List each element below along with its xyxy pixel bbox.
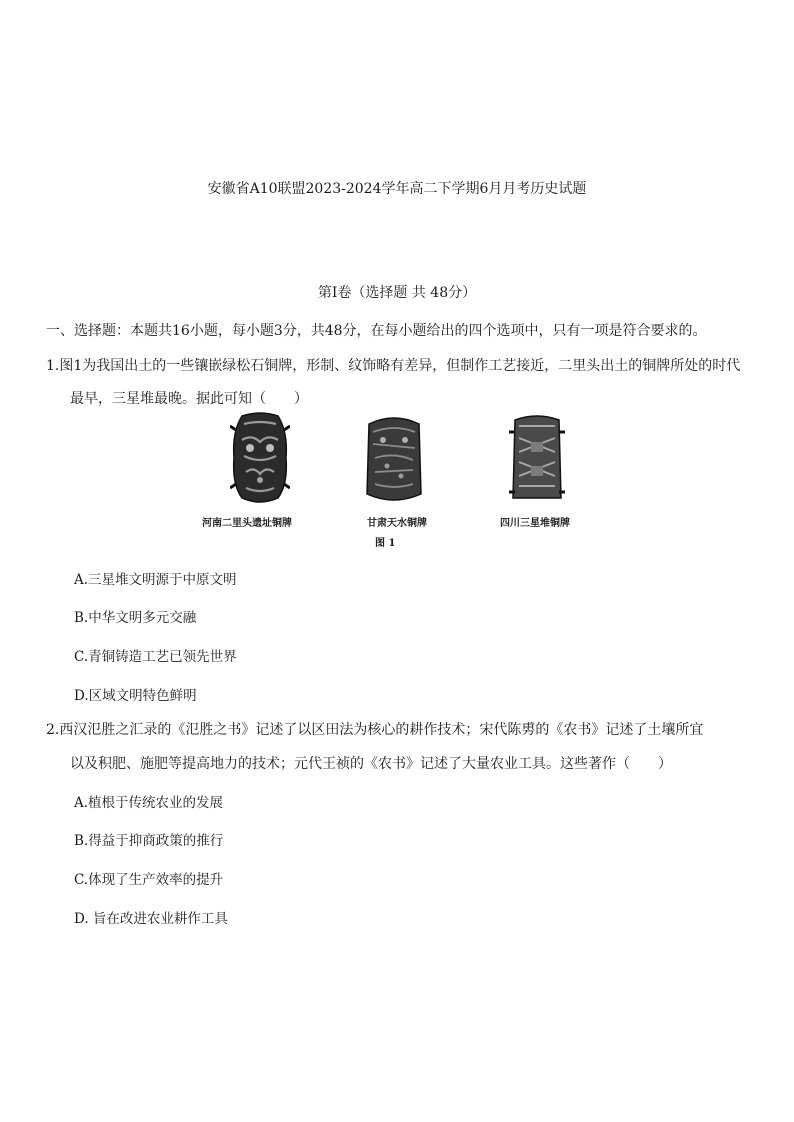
q2-option-b: B.得益于抑商政策的推行 — [74, 833, 224, 849]
q2-option-d: D. 旨在改进农业耕作工具 — [74, 911, 228, 927]
caption-erlitou: 河南二里头遗址铜牌 — [202, 518, 292, 529]
q2-stem-line2: 以及积肥、施肥等提高地力的技术；元代王祯的《农书》记述了大量农业工具。这些著作（ ） — [70, 756, 672, 772]
tianshui-plaque-image — [363, 414, 425, 506]
caption-tianshui: 甘肃天水铜牌 — [367, 518, 427, 529]
figure-label: 图 1 — [375, 538, 396, 549]
q1-option-d: D.区域文明特色鲜明 — [74, 688, 197, 704]
document-title: 安徽省A10联盟2023-2024学年高二下学期6月月考历史试题 — [207, 181, 587, 197]
sanxingdui-plaque-image — [505, 412, 569, 506]
q1-option-a: A.三星堆文明源于中原文明 — [74, 572, 237, 588]
q1-stem-line2: 最早，三星堆最晚。据此可知（ ） — [70, 391, 308, 407]
erlitou-plaque-image — [230, 412, 290, 504]
q1-option-c: C.青铜铸造工艺已领先世界 — [74, 649, 237, 665]
instructions: 一、选择题：本题共16小题，每小题3分，共48分，在每小题给出的四个选项中，只有一项是符合要求的。 — [46, 323, 707, 339]
q2-option-c: C.体现了生产效率的提升 — [74, 872, 224, 888]
figure-1 — [200, 410, 600, 550]
q1-option-b: B.中华文明多元交融 — [74, 610, 197, 626]
q2-stem-line1: 2.西汉氾胜之汇录的《氾胜之书》记述了以区田法为核心的耕作技术；宋代陈旉的《农书》记述了土壤所宜 — [46, 722, 704, 738]
section-title: 第Ⅰ卷（选择题 共 48分） — [317, 285, 477, 301]
q1-stem-line1: 1.图1为我国出土的一些镶嵌绿松石铜牌，形制、纹饰略有差异，但制作工艺接近，二里头出土的铜牌所处的时代 — [46, 358, 741, 374]
caption-sanxingdui: 四川三星堆铜牌 — [500, 518, 570, 529]
q2-option-a: A.植根于传统农业的发展 — [74, 795, 224, 811]
